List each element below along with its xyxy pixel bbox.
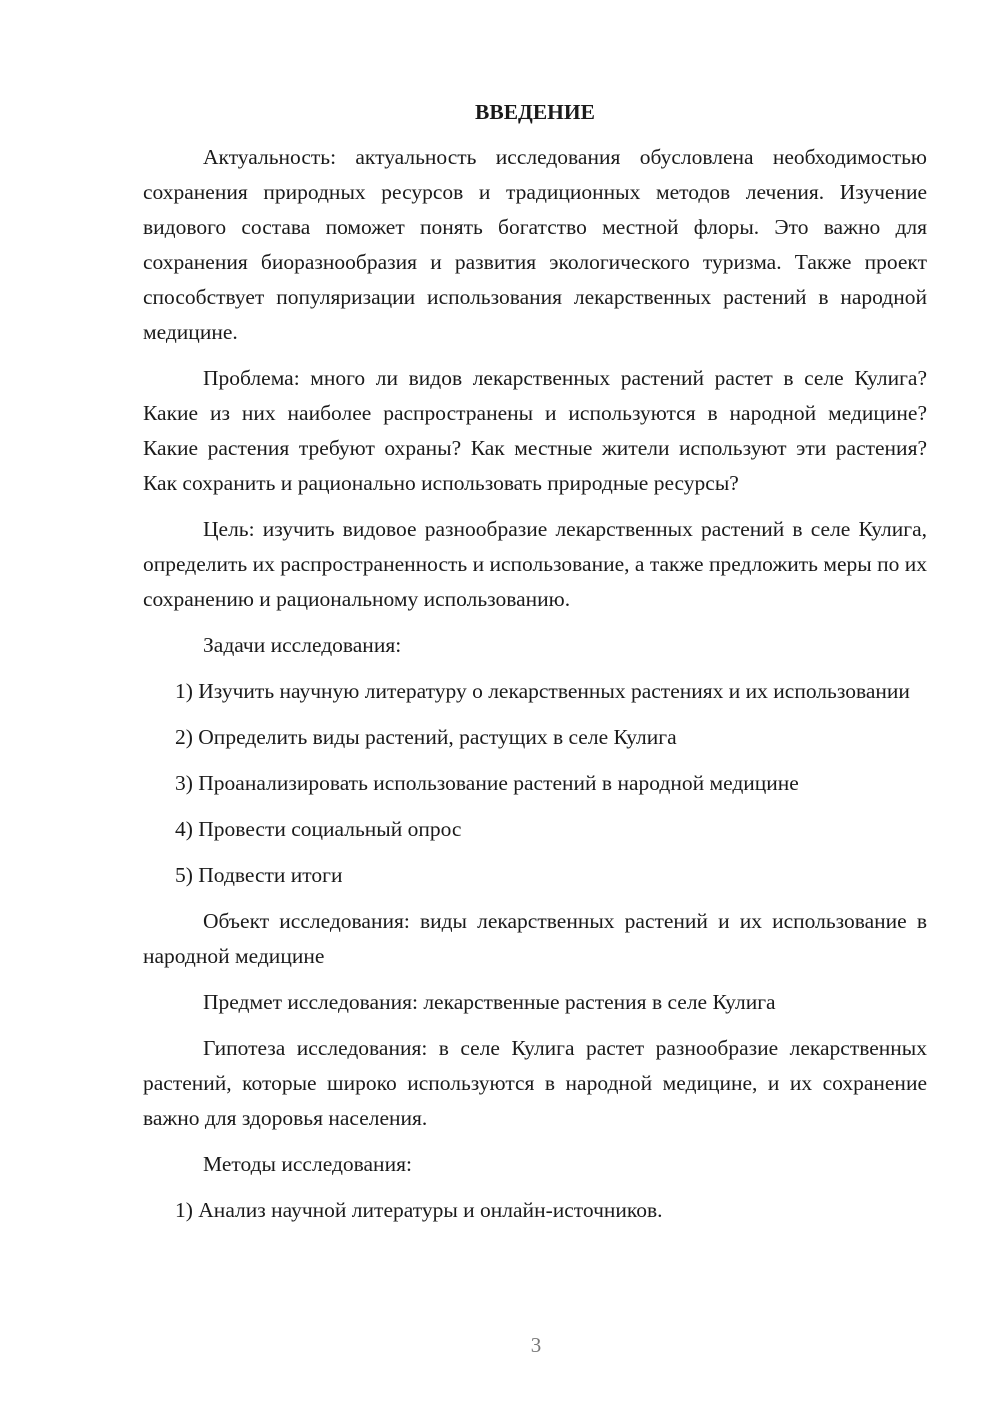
object-paragraph: Объект исследования: виды лекарственных растений и их использование в народной медицине bbox=[143, 909, 927, 968]
tasks-heading: Задачи исследования: bbox=[203, 633, 402, 657]
task-item: 2) Определить виды растений, растущих в селе Кулига bbox=[175, 725, 677, 749]
problem-paragraph: Проблема: много ли видов лекарственных растений растет в селе Кулига? Какие из них наиболее распространены и используются в народной медицине? Какие растения требуют охраны? Как местные жители используют эти растения? Как сохранить и рационально использовать природные ресурсы? bbox=[143, 366, 927, 495]
task-item: 3) Проанализировать использование растений в народной медицине bbox=[175, 771, 799, 795]
method-item: 1) Анализ научной литературы и онлайн-источников. bbox=[175, 1198, 663, 1222]
task-item: 4) Провести социальный опрос bbox=[175, 817, 462, 841]
hypothesis-paragraph: Гипотеза исследования: в селе Кулига растет разнообразие лекарственных растений, которые широко используются в народной медицине, и их сохранение важно для здоровья населения. bbox=[143, 1036, 927, 1130]
section-title: ВВЕДЕНИЕ bbox=[475, 100, 595, 124]
page-number: 3 bbox=[530, 1333, 542, 1357]
page-content bbox=[143, 95, 927, 1239]
subject-paragraph: Предмет исследования: лекарственные растения в селе Кулига bbox=[203, 990, 776, 1014]
relevance-paragraph: Актуальность: актуальность исследования обусловлена необходимостью сохранения природных ресурсов и традиционных методов лечения. Изучение видового состава поможет понять богатство местной флоры. Это важно для сохранения биоразнообразия и развития экологического туризма. Также проект способствует популяризации использования лекарственных растений в народной медицине. bbox=[143, 145, 927, 344]
goal-paragraph: Цель: изучить видовое разнообразие лекарственных растений в селе Кулига, определить их распространенность и использование, а также предложить меры по их сохранению и рациональному использованию. bbox=[143, 517, 927, 611]
methods-heading: Методы исследования: bbox=[203, 1152, 412, 1176]
task-item: 5) Подвести итоги bbox=[175, 863, 343, 887]
task-item: 1) Изучить научную литературу о лекарственных растениях и их использовании bbox=[175, 679, 910, 703]
